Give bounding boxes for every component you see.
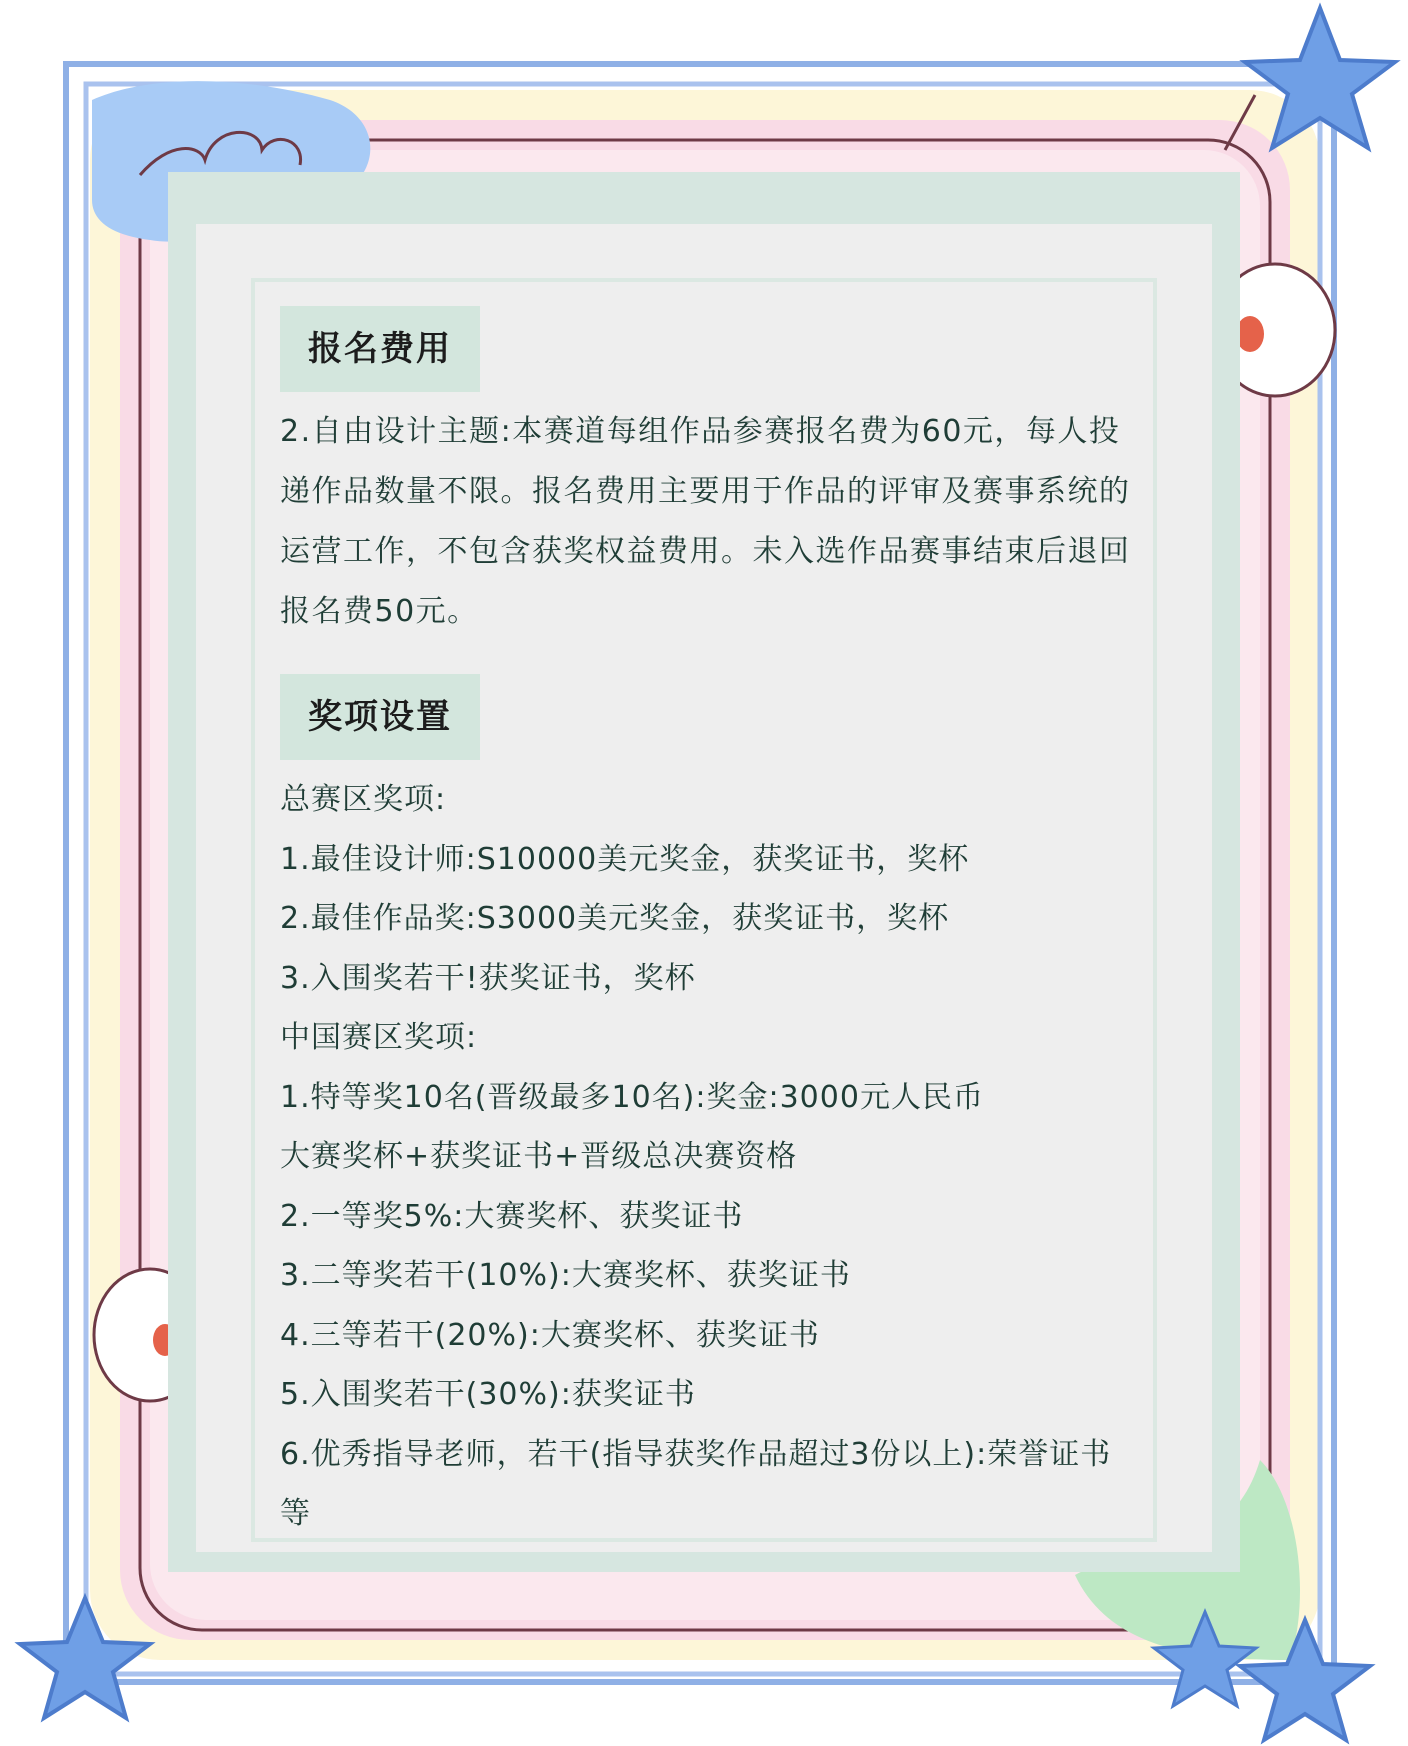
award-line: 1.特等奖10名(晋级最多10名):奖金:3000元人民币	[280, 1079, 984, 1115]
award-line: 3.二等奖若干(10%):大赛奖杯、获奖证书	[280, 1258, 851, 1293]
award-line: 4.三等若干(20%):大赛奖杯、获奖证书	[280, 1317, 820, 1353]
award-line: 中国赛区奖项:	[280, 1020, 478, 1055]
award-line: 大赛奖杯+获奖证书+晋级总决赛资格	[280, 1139, 798, 1174]
award-line: 2.最佳作品奖:S3000美元奖金，获奖证书，奖杯	[280, 901, 950, 936]
fee-section-text: 2.自由设计主题:本赛道每组作品参赛报名费为60元，每人投递作品数量不限。报名费用主要用于作品的评审及赛事系统的运营工作，不包含获奖权益费用。未入选作品赛事结束后退回报名费50元。	[280, 414, 1131, 629]
award-line: 3.入围奖若干!获奖证书，奖杯	[280, 960, 696, 996]
award-line: 2.一等奖5%:大赛奖杯、获奖证书	[280, 1198, 744, 1234]
award-line: 总赛区奖项:	[280, 782, 447, 817]
award-line: 5.入围奖若干(30%):获奖证书	[280, 1377, 696, 1412]
award-list	[280, 770, 1140, 1544]
award-line: 6.优秀指导老师，若干(指导获奖作品超过3份以上):荣誉证书等	[280, 1436, 1112, 1531]
content	[280, 306, 1140, 1544]
award-section-title: 奖项设置	[280, 674, 480, 760]
award-line: 1.最佳设计师:S10000美元奖金，获奖证书，奖杯	[280, 841, 970, 877]
fee-section-title: 报名费用	[280, 306, 480, 392]
section-gap	[280, 642, 1140, 674]
